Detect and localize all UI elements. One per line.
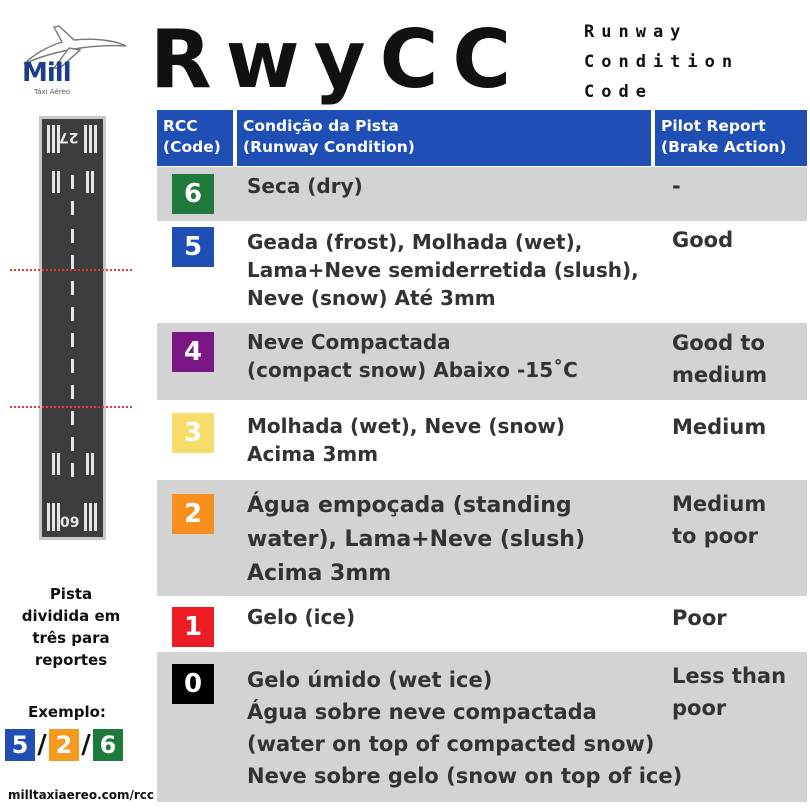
side-note-line: reportes — [34, 651, 108, 669]
condition-cell — [247, 412, 565, 468]
condition-cell — [247, 328, 578, 384]
logo-name: Mill — [22, 58, 71, 88]
subtitle-line-2: Condition — [584, 52, 740, 72]
example-code-1: 5 — [5, 729, 35, 761]
header-condition — [237, 110, 651, 166]
rcc-code-3: 3 — [172, 413, 214, 453]
rcc-code-4: 4 — [172, 332, 214, 372]
brake-line: Medium — [672, 415, 767, 439]
subtitle-line-1: Runway — [584, 22, 688, 42]
header-rcc — [157, 110, 233, 166]
condition-line: Neve Compactada — [247, 330, 451, 354]
centerline — [71, 175, 74, 477]
header-pilot-line: (Brake Action) — [661, 138, 787, 156]
brake-cell — [672, 170, 681, 202]
runway-divider-2 — [10, 406, 132, 408]
condition-line: Seca (dry) — [247, 174, 363, 198]
condition-line: (compact snow) Abaixo -15˚C — [247, 358, 578, 382]
condition-cell — [247, 228, 639, 312]
header-condition-line: Condição da Pista — [243, 117, 399, 135]
condition-line: Gelo (ice) — [247, 605, 356, 629]
brake-line: poor — [672, 696, 727, 720]
brake-cell — [672, 224, 733, 256]
condition-line: Água sobre neve compactada — [247, 700, 597, 724]
brake-line: Less than — [672, 664, 787, 688]
rcc-code-1: 1 — [172, 607, 214, 647]
brake-line: - — [672, 174, 681, 198]
brake-cell — [672, 602, 727, 634]
runway-divider-1 — [10, 269, 132, 271]
condition-line: Neve (snow) Até 3mm — [247, 286, 496, 310]
brake-line: Good — [672, 228, 734, 252]
brake-line: to poor — [672, 524, 759, 548]
brake-cell — [672, 488, 766, 552]
side-note — [14, 583, 128, 671]
condition-line: Molhada (wet), Neve (snow) — [247, 414, 565, 438]
runway-number-bottom: 09 — [60, 515, 80, 531]
logo-tagline: Táxi Aéreo — [34, 88, 71, 96]
condition-cell — [247, 172, 363, 200]
condition-cell — [247, 489, 585, 591]
runway-diagram — [39, 116, 106, 540]
rcc-code-5: 5 — [172, 227, 214, 267]
header-rcc-line: (Code) — [163, 138, 221, 156]
page-title: RwyCC — [150, 13, 526, 106]
example-codes — [5, 729, 123, 763]
side-note-line: três para — [32, 629, 110, 647]
example-separator: / — [37, 730, 47, 760]
condition-line: Geada (frost), Molhada (wet), — [247, 230, 583, 254]
brake-line: Good to — [672, 331, 765, 355]
example-separator: / — [81, 730, 91, 760]
condition-cell — [247, 603, 355, 631]
website-link[interactable]: milltaxiaereo.com/rcc — [8, 788, 155, 802]
brake-line: Poor — [672, 606, 727, 630]
header-condition-line: (Runway Condition) — [243, 138, 415, 156]
condition-line: (water on top of compacted snow) — [247, 732, 655, 756]
header-pilot — [655, 110, 807, 166]
brake-line: Medium — [672, 492, 767, 516]
condition-line: Gelo úmido (wet ice) — [247, 668, 493, 692]
side-note-line: dividida em — [21, 607, 121, 625]
example-code-2: 2 — [49, 729, 79, 761]
rcc-code-2: 2 — [172, 494, 214, 534]
condition-line: Água empoçada (standing — [247, 493, 572, 518]
brake-cell — [672, 411, 766, 443]
condition-line: Neve sobre gelo (snow on top of ice) — [247, 764, 683, 788]
runway-number-top: 27 — [59, 129, 79, 145]
condition-line: Acima 3mm — [247, 442, 379, 466]
condition-line: Acima 3mm — [247, 561, 392, 586]
condition-line: Lama+Neve semiderretida (slush), — [247, 258, 639, 282]
example-code-3: 6 — [93, 729, 123, 761]
condition-cell — [247, 664, 682, 792]
brake-line: medium — [672, 363, 768, 387]
condition-line: water), Lama+Neve (slush) — [247, 527, 586, 552]
subtitle-line-3: Code — [584, 82, 653, 102]
example-label: Exemplo: — [28, 703, 106, 721]
brake-cell — [672, 327, 767, 391]
brake-cell — [672, 660, 786, 724]
rcc-code-0: 0 — [172, 664, 214, 704]
header-pilot-line: Pilot Report — [661, 117, 766, 135]
side-note-line: Pista — [49, 585, 93, 603]
header-rcc-line: RCC — [163, 117, 198, 135]
rcc-code-6: 6 — [172, 174, 214, 214]
